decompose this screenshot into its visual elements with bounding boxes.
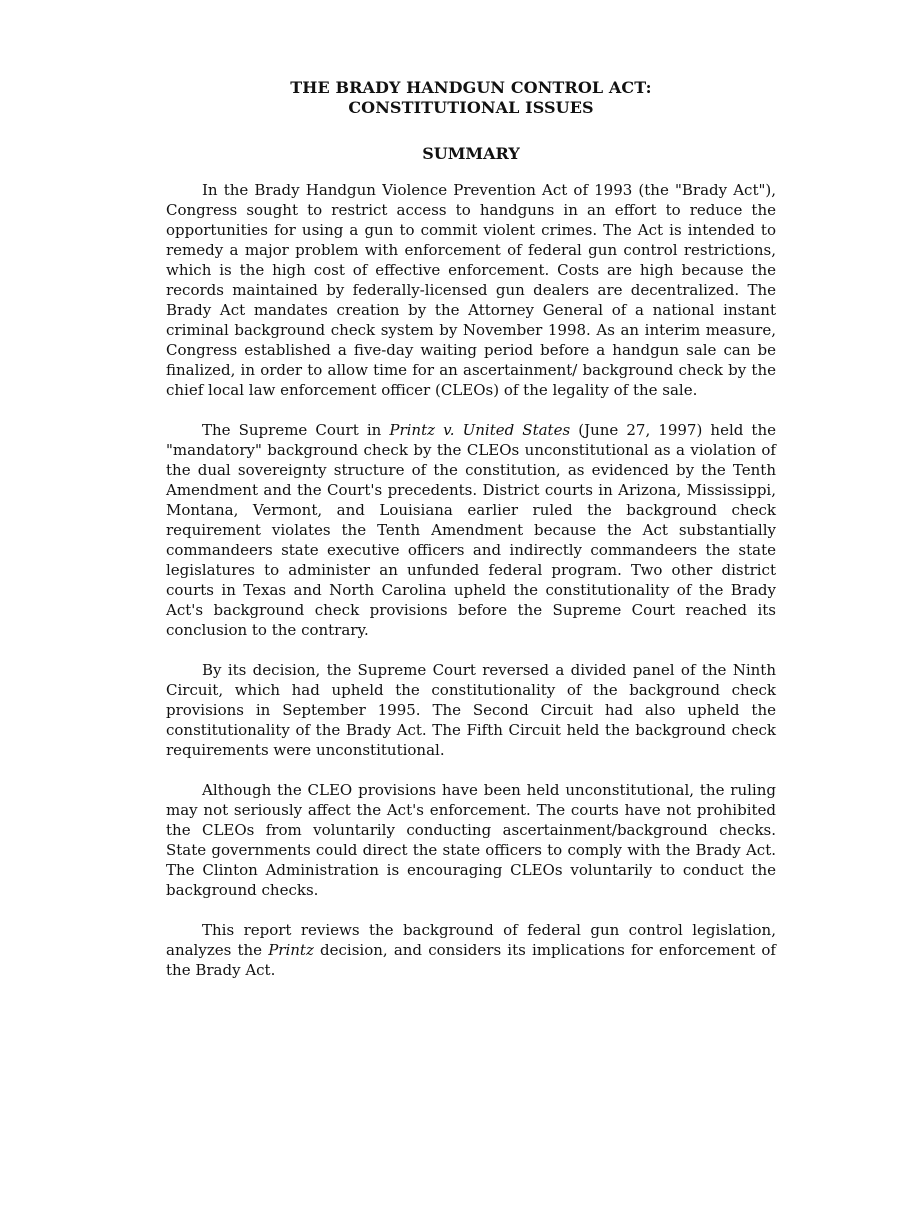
summary-heading: SUMMARY <box>422 144 520 163</box>
paragraph-3: By its decision, the Supreme Court reversed a divided panel of the Ninth Circuit, which had upheld the constitutionality of the background check provisions in September 1995. The Second Circuit had also upheld the constitutionality of the Brady Act. The Fifth Circuit held the background check requirements were unconstitutional. <box>166 661 776 759</box>
case-name-printz: Printz <box>268 941 314 959</box>
paragraph-2-text-b: (June 27, 1997) held the "mandatory" background check by the CLEOs unconstitutional as a violation of the dual sovereignty structure of the constitution, as evidenced by the Tenth Amendment and the Court's precedents. District courts in Arizona, Mississippi, Montana, Vermont, and Louisiana earlier ruled the background check requirement violates the Tenth Amendment because the Act substantially commandeers state executive officers and indirectly commandeers the state legislatures to administer an unfunded federal program. Two other district courts in Texas and North Carolina upheld the constitutionality of the Brady Act's background check provisions before the Supreme Court reached its conclusion to the contrary. <box>166 421 776 639</box>
paragraph-5 <box>166 920 776 980</box>
paragraph-4: Although the CLEO provisions have been held unconstitutional, the ruling may not seriously affect the Act's enforcement. The courts have not prohibited the CLEOs from voluntarily conducting ascertainment/background checks. State governments could direct the state officers to comply with the Brady Act. The Clinton Administration is encouraging CLEOs voluntarily to conduct the background checks. <box>166 781 776 899</box>
document-page <box>166 78 776 1000</box>
title-line-1: THE BRADY HANDGUN CONTROL ACT: <box>290 78 652 97</box>
paragraph-1: In the Brady Handgun Violence Prevention Act of 1993 (the "Brady Act"), Congress sought to restrict access to handguns in an effort to reduce the opportunities for using a gun to commit violent crimes. The Act is intended to remedy a major problem with enforcement of federal gun control restrictions, which is the high cost of effective enforcement. Costs are high because the records maintained by federally-licensed gun dealers are decentralized. The Brady Act mandates creation by the Attorney General of a national instant criminal background check system by November 1998. As an interim measure, Congress established a five-day waiting period before a handgun sale can be finalized, in order to allow time for an ascertainment/ background check by the chief local law enforcement officer (CLEOs) of the legality of the sale. <box>166 181 776 399</box>
paragraph-2 <box>166 420 776 640</box>
document-title <box>166 78 776 118</box>
paragraph-5-text-b: decision, and considers its implications for enforcement of the Brady Act. <box>166 941 776 979</box>
case-name-printz-v-us: Printz v. United States <box>389 421 571 439</box>
title-line-2: CONSTITUTIONAL ISSUES <box>348 98 594 117</box>
paragraph-2-text-a: The Supreme Court in <box>202 421 390 439</box>
paragraph-5-text-a: This report reviews the background of federal gun control legislation, analyzes the <box>166 921 776 959</box>
